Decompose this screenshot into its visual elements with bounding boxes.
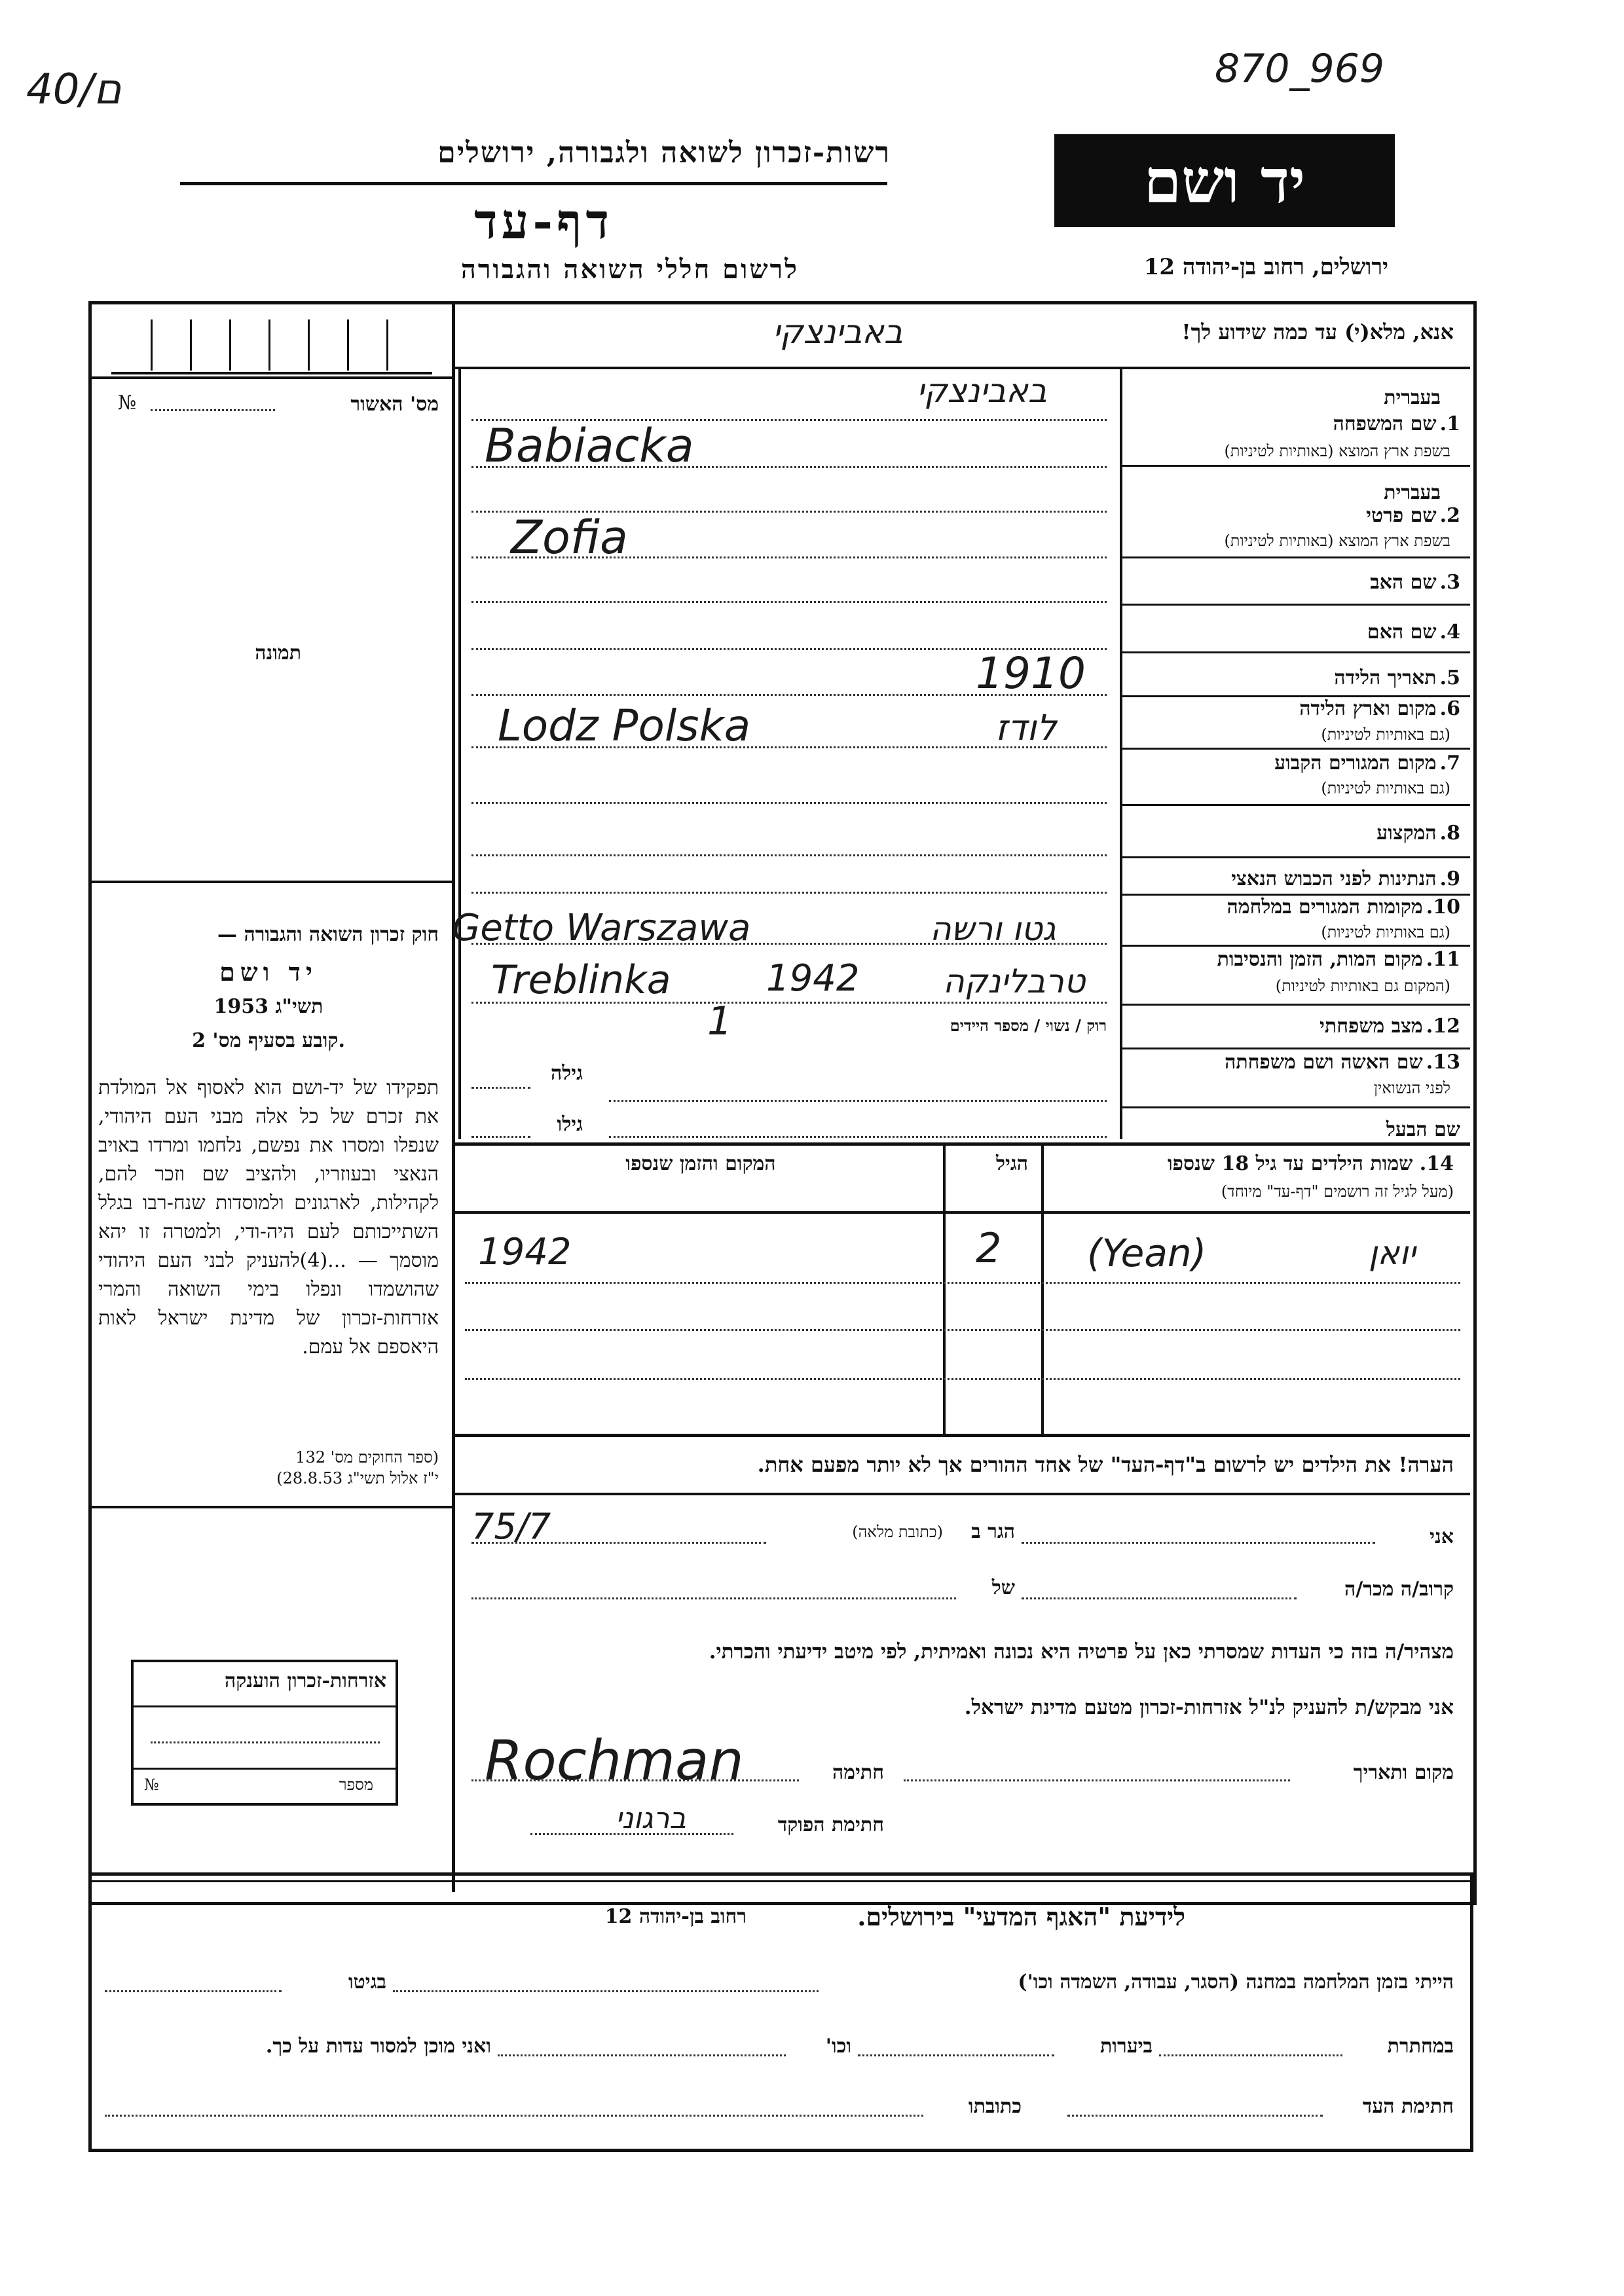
in-hebrew-label-1: בעברית — [1384, 386, 1441, 409]
birth-year: 1910 — [976, 648, 1086, 699]
footer-line-1: הייתי בזמן המלחמה במחנה (הסגר, עבודה, השמדה וכו') — [1018, 1971, 1454, 1994]
field-4-num: 4. — [1439, 621, 1460, 644]
field-12-num: 12. — [1426, 1015, 1460, 1038]
law-ref-1: (ספר החוקים מס' 132 — [295, 1448, 439, 1467]
field-11-num: 11. — [1426, 948, 1460, 971]
reporter-date: 75/7 — [471, 1506, 551, 1547]
husband-age-label: גילו — [557, 1113, 583, 1136]
field-11-label: מקום המות, הזמן והנסיבות — [1217, 948, 1423, 971]
field-3-label: שם האב — [1370, 571, 1437, 594]
children-place-header: המקום והזמן שנספו — [625, 1152, 776, 1175]
child-name-hebrew: יואן — [1369, 1234, 1416, 1272]
death-place-latin: Treblinka — [491, 957, 671, 1003]
child-age: 2 — [976, 1224, 1002, 1272]
child-name-latin: (Yean) — [1087, 1231, 1207, 1275]
field-9-num: 9. — [1439, 867, 1460, 890]
relative-label: קרוב/ה מכר/ה — [1344, 1578, 1454, 1601]
address: ירושלים, רחוב בן-יהודה 12 — [1143, 254, 1388, 280]
law-title: חוק זכרון השואה והגבורה — — [217, 923, 439, 946]
surname-latin: Babiacka — [485, 419, 694, 473]
wife-age-label: גילה — [550, 1062, 583, 1085]
cert-number-symbol: № — [144, 1776, 159, 1794]
field-12-label: מצב משפחתי — [1320, 1015, 1423, 1038]
surname-top-hebrew: באבינצקי — [773, 313, 903, 351]
approval-number-boxes[interactable] — [111, 319, 432, 374]
form-title: דף-עד — [473, 194, 614, 250]
field-4-label: שם האם — [1367, 621, 1437, 644]
wartime-place-latin: Getto Warszawa — [452, 907, 751, 949]
request-text: אני מבקש/ת להעניק לנ"ל אזרחות-זכרון מטעם מדינת ישראל. — [964, 1696, 1454, 1719]
law-name: יד ושם — [219, 957, 318, 987]
field-9-label: הנתינות לפני הכבוש הנאצי — [1231, 867, 1437, 890]
forests-label: ביערות — [1099, 2035, 1153, 2058]
field-8-label: המקצוע — [1376, 822, 1437, 845]
field-1-sub: בשפת ארץ המוצא (באותיות לטיניות) — [1224, 442, 1450, 460]
children-age-header: הגיל — [995, 1152, 1028, 1175]
field-7-sub: (גם באותיות לטיניות) — [1321, 779, 1450, 797]
in-hebrew-label-2: בעברית — [1384, 481, 1441, 504]
footer-address: רחוב בן-יהודה 12 — [604, 1905, 747, 1928]
field-13-num: 13. — [1426, 1051, 1460, 1074]
field-5-label: תאריך הלידה — [1334, 666, 1437, 689]
approval-number-symbol: № — [118, 392, 137, 414]
cert-title: אזרחות-זכרון הוענקה — [224, 1669, 386, 1692]
surname-hebrew: באבינצקי — [917, 372, 1047, 410]
death-place-hebrew: טרבלינקה — [943, 962, 1086, 1000]
field-10-label: מקומות המגורים במלחמה — [1227, 896, 1423, 919]
field-5-num: 5. — [1439, 666, 1460, 689]
field-6-num: 6. — [1439, 697, 1460, 720]
ready-label: ואני מוכן למסור עדות על כך. — [265, 2035, 491, 2058]
cert-number-label: מספר — [339, 1776, 373, 1794]
law-body: תפקידו של יד-ושם הוא לאסוף אל המולדת את זכרם של כל אלה מבני העם היהודי, שנפלו ומסרו את נפשם, נלחמו ומרדו באויב הנאצי ובעוזריו, ולהציב שם וזכר להם, לקהילות, לארגונים ולמוסדות שנח-רבו בגלל השתייכותם לעם היה-ודי, ולמטרה זו יהא מוסמך — ...(4)להעניק לבני העם היהודי שהושמדו ונפלו בימי השואה והמרי אזרחות-זכרון של מדינת ישראל לאות היאספם אל עמם. — [98, 1076, 439, 1358]
reporter-signature: Rochman — [485, 1728, 744, 1793]
field-10-num: 10. — [1426, 896, 1460, 919]
place-date-label: מקום ותאריך — [1353, 1761, 1454, 1784]
law-clause: קובע בסעיף מס' 2. — [192, 1029, 345, 1052]
field-1-num: 1. — [1439, 412, 1460, 435]
field-2-sub: בשפת ארץ המוצא (באותיות לטיניות) — [1224, 532, 1450, 550]
field-8-num: 8. — [1439, 822, 1460, 845]
firstname-latin: Zofia — [511, 511, 628, 564]
underground-label: במחתרת — [1387, 2035, 1454, 2058]
approval-number-label: מס' האשור — [350, 393, 439, 416]
field-6-sub: (גם באותיות לטיניות) — [1321, 725, 1450, 744]
field-13-sub: לפני הנשואין — [1373, 1079, 1450, 1097]
field-11-sub: (המקום גם באותיות לטיניות) — [1275, 977, 1450, 995]
of-label: של — [991, 1576, 1015, 1599]
children-sub: (מעל לגיל זה רושמים "דף-עד" מיוחד) — [1221, 1182, 1454, 1201]
husband-label: שם הבעל — [1386, 1118, 1460, 1141]
field-7-num: 7. — [1439, 752, 1460, 774]
address-label: (כתובת מלאה) — [852, 1523, 943, 1541]
birthplace-latin: Lodz Polska — [498, 701, 751, 751]
archive-mark-right: 870_969 — [1215, 46, 1385, 92]
declarant-i-label: אני — [1430, 1525, 1454, 1548]
witness-signature-label: חתימת העד — [1362, 2095, 1454, 2118]
field-13-label: שם האשה ושם משפחתה — [1225, 1051, 1423, 1074]
ghetto-label: בגיטו — [348, 1971, 386, 1994]
resident-label: הגר ב — [971, 1520, 1015, 1543]
field-10-sub: (גם באותיות לטיניות) — [1321, 923, 1450, 941]
field-1-label: שם המשפחה — [1333, 412, 1437, 435]
field-2-label: שם פרטי — [1366, 504, 1437, 527]
birthplace-hebrew: לודז — [995, 707, 1057, 748]
declaration-text: מצהיר/ה בזה כי העדות שמסרתי כאן על פרטיה היא נכונה ואמיתית, לפי מיטב ידיעתי והכרתי. — [709, 1640, 1454, 1664]
witness-address-label: כתובתו — [968, 2095, 1022, 2118]
clerk-signature-label: חתימת הפוקד — [777, 1813, 884, 1836]
field-7-label: מקום המגורים הקבוע — [1274, 752, 1437, 774]
yad-vashem-logo: יד ושם — [1054, 134, 1395, 227]
death-year: 1942 — [766, 957, 860, 1000]
clerk-signature: ברגוני — [616, 1802, 686, 1835]
etc-label: וכו' — [825, 2035, 851, 2058]
field-3-num: 3. — [1439, 571, 1460, 594]
children-header: 14. שמות הילדים עד גיל 18 שנספו — [1167, 1152, 1454, 1175]
children-note: הערה! את הילדים יש לרשום ב"דף-העד" של אחד ההורים אך לא יותר מפעם אחת. — [757, 1452, 1454, 1477]
signature-label: חתימה — [832, 1761, 884, 1784]
field-6-label: מקום וארץ הלידה — [1299, 697, 1437, 720]
marital-options: רוק / נשוי / מספר היידים — [950, 1016, 1107, 1035]
photo-label: תמונה — [255, 642, 301, 665]
authority-name: רשות-זכרון לשואה ולגבורה, ירושלים — [437, 136, 891, 170]
footer-title: לידיעת "האגף המדעי" בירושלים. — [857, 1902, 1185, 1931]
field-2-num: 2. — [1439, 504, 1460, 527]
marital-count: 1 — [707, 998, 733, 1044]
archive-mark-left: 40/ם — [26, 65, 122, 114]
plea-text: אנא, מלא(י) עד כמה שידוע לך! — [1181, 319, 1454, 344]
law-year: תשי"ג 1953 — [213, 995, 323, 1018]
law-ref-2: י"ז אלול תשי"ג 28.8.53) — [276, 1469, 439, 1487]
wartime-place-hebrew: גטו ורשה — [930, 910, 1056, 948]
child-place: 1942 — [478, 1231, 572, 1273]
form-subtitle: לרשום חללי השואה והגבורה — [460, 254, 799, 285]
